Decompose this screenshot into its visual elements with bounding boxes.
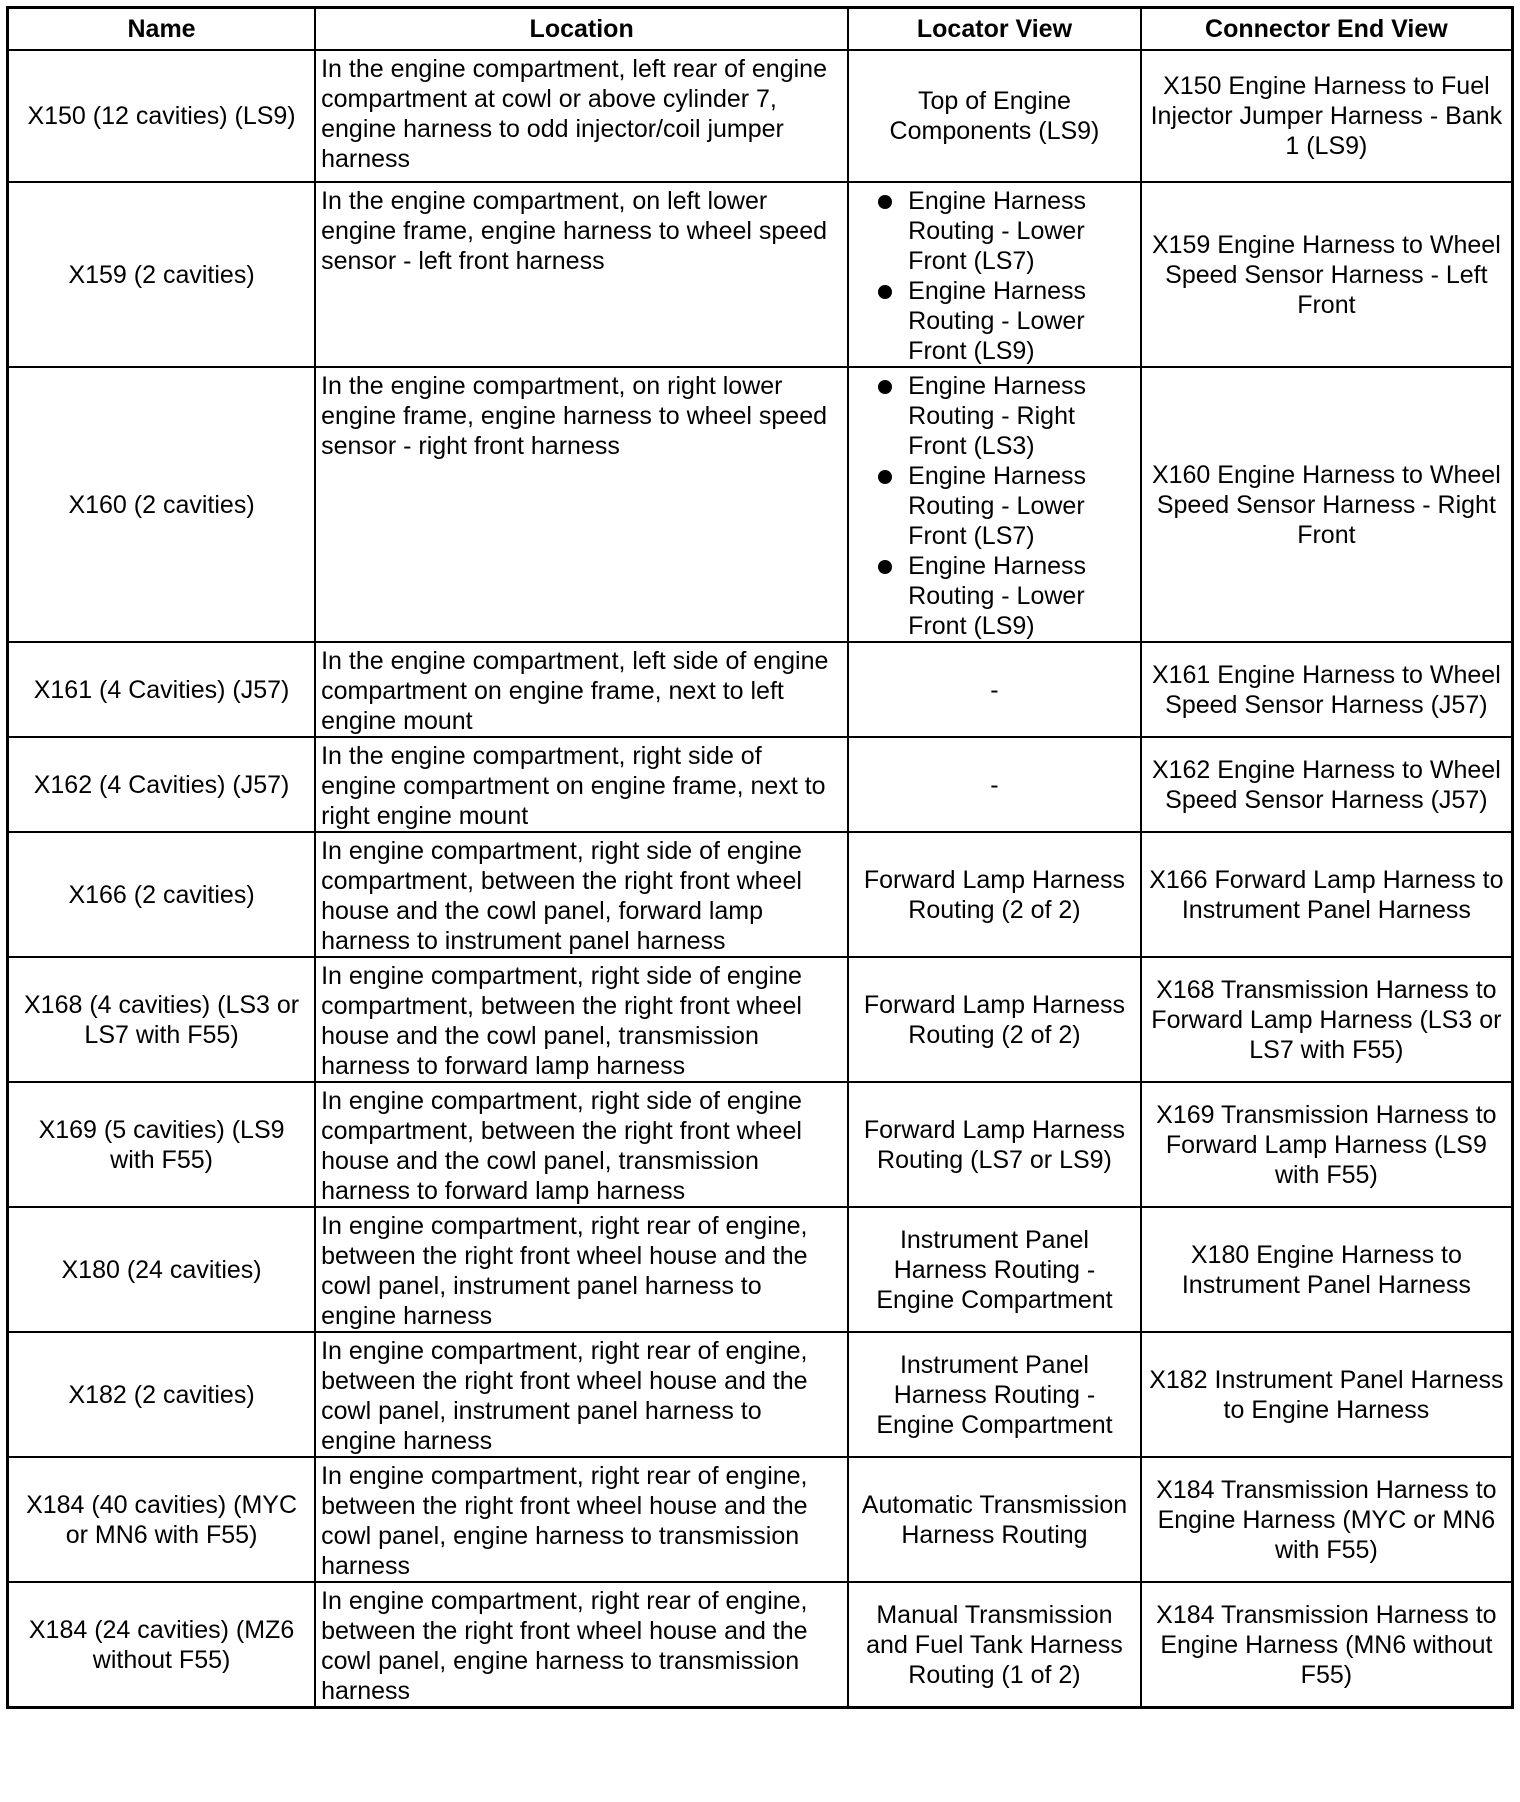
connector-name-cell: X184 (40 cavities) (MYC or MN6 with F55) (8, 1457, 316, 1582)
locator-view-text: Engine Harness Routing - Right Front (LS3) (908, 372, 1087, 460)
locator-view-cell: Instrument Panel Harness Routing - Engine Compartment (848, 1332, 1141, 1457)
table-row (8, 50, 1513, 182)
locator-view-text: Engine Harness Routing - Lower Front (LS7) (908, 187, 1087, 275)
location-cell: In engine compartment, right side of engine compartment, between the right front wheel house and the cowl panel, forward lamp harness to instrument panel harness (315, 832, 848, 957)
connector-end-view-cell: X184 Transmission Harness to Engine Harness (MN6 without F55) (1141, 1582, 1513, 1708)
locator-view-cell: Top of Engine Components (LS9) (848, 50, 1141, 182)
locator-view-cell: Forward Lamp Harness Routing (2 of 2) (848, 957, 1141, 1082)
connector-name-cell: X161 (4 Cavities) (J57) (8, 642, 316, 737)
locator-view-text: Engine Harness Routing - Lower Front (LS9) (908, 552, 1087, 640)
location-cell: In the engine compartment, right side of engine compartment on engine frame, next to right engine mount (315, 737, 848, 832)
connector-end-view-cell: X184 Transmission Harness to Engine Harness (MYC or MN6 with F55) (1141, 1457, 1513, 1582)
table-body (8, 50, 1513, 1708)
header-location: Location (315, 8, 848, 51)
table-row (8, 367, 1513, 642)
location-cell: In engine compartment, right rear of engine, between the right front wheel house and the cowl panel, engine harness to transmission harness (315, 1457, 848, 1582)
bullet-icon (878, 560, 892, 574)
connector-end-view-cell: X166 Forward Lamp Harness to Instrument Panel Harness (1141, 832, 1513, 957)
locator-view-list (854, 371, 1135, 641)
connector-name-cell: X162 (4 Cavities) (J57) (8, 737, 316, 832)
connector-end-view-cell: X180 Engine Harness to Instrument Panel Harness (1141, 1207, 1513, 1332)
locator-view-item (878, 276, 1135, 366)
table-row (8, 182, 1513, 367)
connector-name-cell: X169 (5 cavities) (LS9 with F55) (8, 1082, 316, 1207)
locator-view-cell: Forward Lamp Harness Routing (2 of 2) (848, 832, 1141, 957)
locator-view-item (878, 551, 1135, 641)
locator-view-cell: - (848, 737, 1141, 832)
connector-name-cell: X159 (2 cavities) (8, 182, 316, 367)
bullet-icon (878, 470, 892, 484)
connector-table-container (6, 6, 1514, 1709)
table-row (8, 737, 1513, 832)
table-row (8, 1582, 1513, 1708)
location-cell: In the engine compartment, on left lower engine frame, engine harness to wheel speed sensor - left front harness (315, 182, 848, 367)
header-row (8, 8, 1513, 51)
locator-view-cell: Instrument Panel Harness Routing - Engine Compartment (848, 1207, 1141, 1332)
location-cell: In engine compartment, right rear of engine, between the right front wheel house and the cowl panel, instrument panel harness to engine harness (315, 1207, 848, 1332)
location-cell: In engine compartment, right rear of engine, between the right front wheel house and the cowl panel, instrument panel harness to engine harness (315, 1332, 848, 1457)
locator-view-text: Engine Harness Routing - Lower Front (LS7) (908, 462, 1087, 550)
table-row (8, 957, 1513, 1082)
location-cell: In engine compartment, right side of engine compartment, between the right front wheel house and the cowl panel, transmission harness to forward lamp harness (315, 957, 848, 1082)
table-row (8, 832, 1513, 957)
connector-end-view-cell: X182 Instrument Panel Harness to Engine Harness (1141, 1332, 1513, 1457)
connector-name-cell: X160 (2 cavities) (8, 367, 316, 642)
locator-view-cell (848, 182, 1141, 367)
locator-view-item (878, 186, 1135, 276)
location-cell: In engine compartment, right rear of engine, between the right front wheel house and the cowl panel, engine harness to transmission harness (315, 1582, 848, 1708)
connector-name-cell: X166 (2 cavities) (8, 832, 316, 957)
connector-name-cell: X184 (24 cavities) (MZ6 without F55) (8, 1582, 316, 1708)
bullet-icon (878, 285, 892, 299)
locator-view-cell: Manual Transmission and Fuel Tank Harness Routing (1 of 2) (848, 1582, 1141, 1708)
locator-view-list (854, 186, 1135, 366)
header-connector-end-view: Connector End View (1141, 8, 1513, 51)
locator-view-cell (848, 367, 1141, 642)
header-locator-view: Locator View (848, 8, 1141, 51)
connector-end-view-cell: X160 Engine Harness to Wheel Speed Sensor Harness - Right Front (1141, 367, 1513, 642)
connector-table (6, 6, 1514, 1709)
table-row (8, 1207, 1513, 1332)
location-cell: In the engine compartment, left side of engine compartment on engine frame, next to left engine mount (315, 642, 848, 737)
connector-name-cell: X168 (4 cavities) (LS3 or LS7 with F55) (8, 957, 316, 1082)
header-name: Name (8, 8, 316, 51)
locator-view-cell: - (848, 642, 1141, 737)
locator-view-text: Engine Harness Routing - Lower Front (LS9) (908, 277, 1087, 365)
locator-view-cell: Automatic Transmission Harness Routing (848, 1457, 1141, 1582)
connector-name-cell: X150 (12 cavities) (LS9) (8, 50, 316, 182)
connector-end-view-cell: X159 Engine Harness to Wheel Speed Sensor Harness - Left Front (1141, 182, 1513, 367)
location-cell: In engine compartment, right side of engine compartment, between the right front wheel house and the cowl panel, transmission harness to forward lamp harness (315, 1082, 848, 1207)
locator-view-cell: Forward Lamp Harness Routing (LS7 or LS9) (848, 1082, 1141, 1207)
location-cell: In the engine compartment, on right lower engine frame, engine harness to wheel speed sensor - right front harness (315, 367, 848, 642)
location-cell: In the engine compartment, left rear of engine compartment at cowl or above cylinder 7, engine harness to odd injector/coil jumper harness (315, 50, 848, 182)
table-row (8, 1332, 1513, 1457)
bullet-icon (878, 380, 892, 394)
table-row (8, 642, 1513, 737)
connector-name-cell: X180 (24 cavities) (8, 1207, 316, 1332)
connector-end-view-cell: X161 Engine Harness to Wheel Speed Sensor Harness (J57) (1141, 642, 1513, 737)
table-row (8, 1082, 1513, 1207)
connector-end-view-cell: X162 Engine Harness to Wheel Speed Sensor Harness (J57) (1141, 737, 1513, 832)
locator-view-item (878, 371, 1135, 461)
bullet-icon (878, 195, 892, 209)
connector-end-view-cell: X169 Transmission Harness to Forward Lamp Harness (LS9 with F55) (1141, 1082, 1513, 1207)
connector-end-view-cell: X168 Transmission Harness to Forward Lamp Harness (LS3 or LS7 with F55) (1141, 957, 1513, 1082)
locator-view-item (878, 461, 1135, 551)
connector-end-view-cell: X150 Engine Harness to Fuel Injector Jumper Harness - Bank 1 (LS9) (1141, 50, 1513, 182)
connector-name-cell: X182 (2 cavities) (8, 1332, 316, 1457)
table-row (8, 1457, 1513, 1582)
